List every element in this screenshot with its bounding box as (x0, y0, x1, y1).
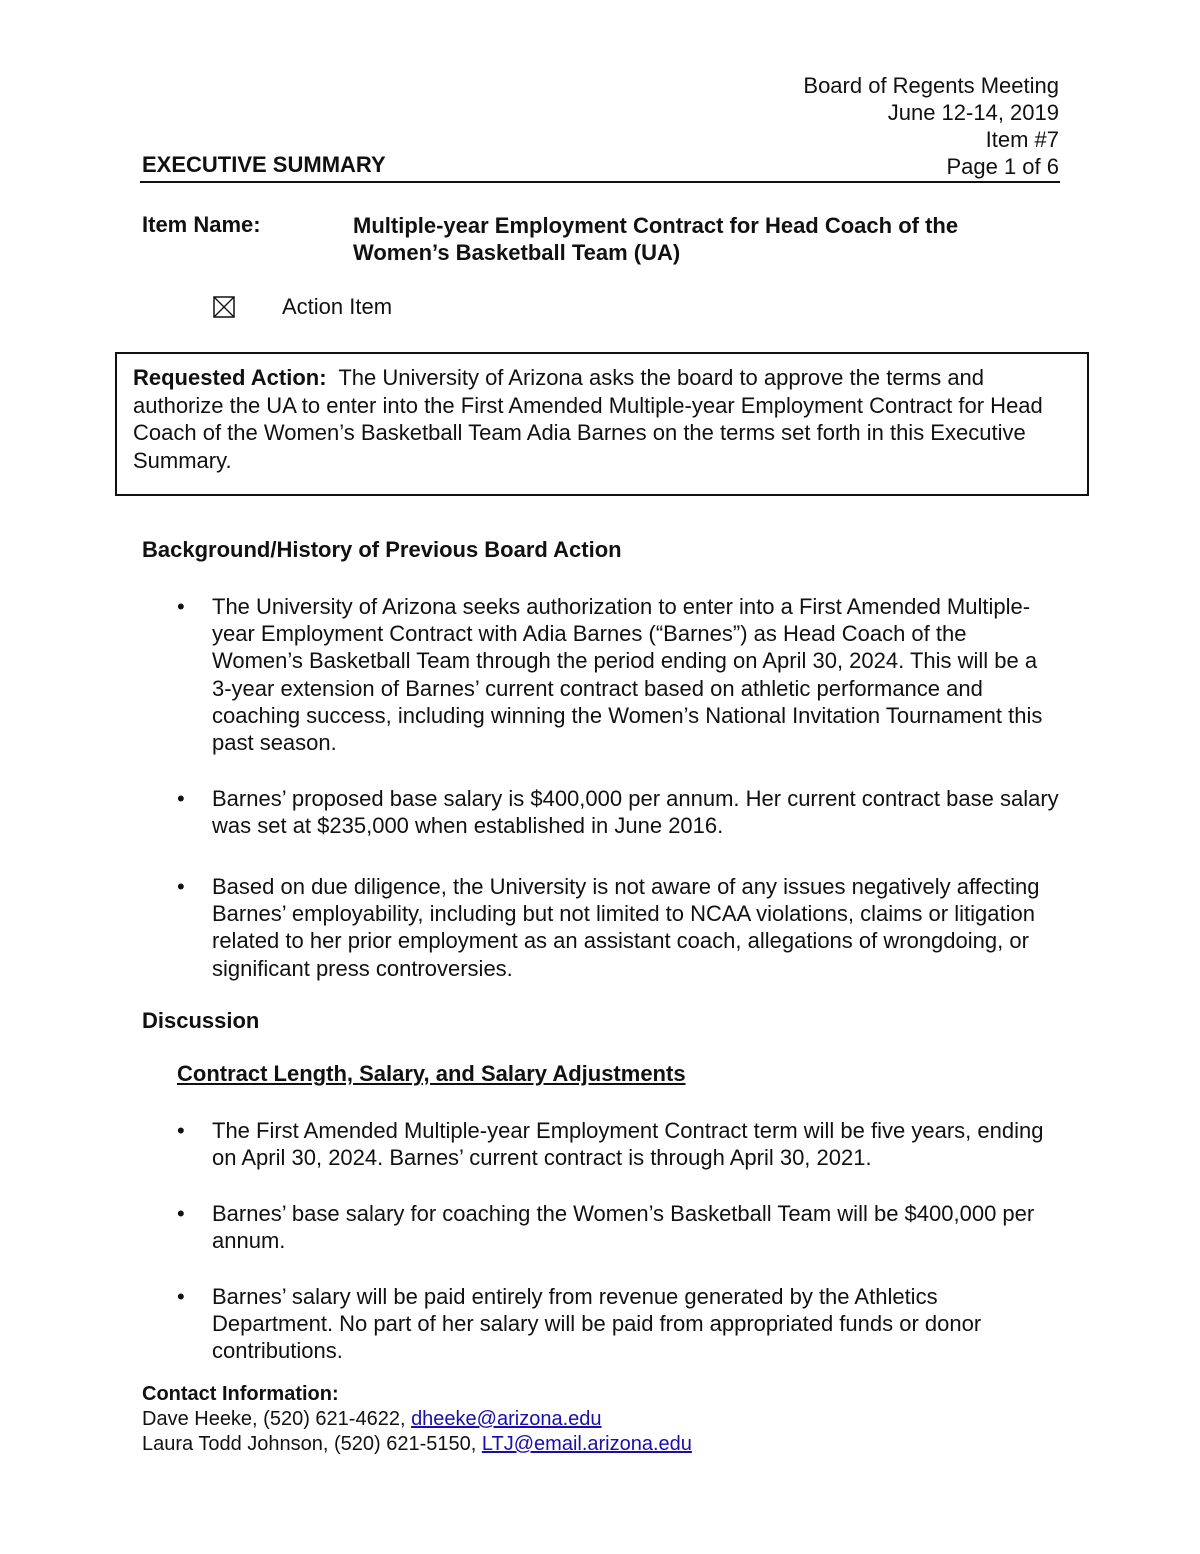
list-item-text: Based on due diligence, the University is not aware of any issues negatively affecting Barnes’ employability, including but not limited to NCAA violations, claims or litigation related to her prior employment as an assistant coach, allegations of wrongdoing, or significant press controversies. (212, 874, 1040, 981)
item-name-line-2: Women’s Basketball Team (UA) (353, 240, 681, 265)
list-item (0, 593, 1062, 756)
bullet-icon: • (177, 1118, 185, 1143)
list-item-text: The University of Arizona seeks authorization to enter into a First Amended Multiple-year Employment Contract with Adia Barnes (“Barnes”) as Head Coach of the Women’s Basketball Team through the period ending on April 30, 2024. This will be a 3-year extension of Barnes’ current contract based on athletic performance and coaching success, including winning the Women’s National Invitation Tournament this past season. (212, 594, 1043, 756)
list-item (0, 1200, 1062, 1254)
contact-row (142, 1407, 692, 1432)
discussion-list (0, 1200, 1200, 1254)
contact-information (142, 1382, 692, 1457)
item-name-label: Item Name: (142, 212, 261, 237)
list-item-text: The First Amended Multiple-year Employment Contract term will be five years, ending on April 30, 2024. Barnes’ current contract is through April 30, 2021. (212, 1118, 1044, 1171)
requested-action-label: Requested Action: (133, 365, 327, 390)
item-name (353, 212, 1053, 266)
checkbox-checked-icon (213, 296, 235, 318)
discussion-heading: Discussion (142, 1008, 260, 1033)
header-divider (140, 181, 1060, 183)
list-item (0, 873, 1062, 982)
meeting-date: June 12-14, 2019 (887, 100, 1059, 125)
contact-email-link[interactable]: dheeke@arizona.edu (411, 1408, 602, 1430)
discussion-subheading: Contract Length, Salary, and Salary Adjustments (177, 1061, 686, 1086)
page-title: EXECUTIVE SUMMARY (142, 152, 386, 177)
contact-email-link[interactable]: LTJ@email.arizona.edu (481, 1433, 692, 1455)
bullet-icon: • (177, 594, 185, 619)
meeting-name: Board of Regents Meeting (803, 73, 1059, 98)
action-item-row (213, 294, 392, 320)
background-list (0, 593, 1200, 756)
meeting-info (803, 72, 1059, 180)
bullet-icon: • (177, 874, 185, 899)
requested-action-text: The University of Arizona asks the board to approve the terms and authorize the UA to enter into the First Amended Multiple-year Employment Contract for Head Coach of the Women’s Basketball Team Adia Barnes on the terms set forth in this Executive Summary. (133, 365, 1043, 473)
bullet-icon: • (177, 1284, 185, 1309)
background-heading: Background/History of Previous Board Action (142, 537, 622, 562)
action-item-label: Action Item (282, 294, 393, 319)
contact-details: Laura Todd Johnson, (520) 621-5150, (142, 1433, 482, 1455)
bullet-icon: • (177, 1201, 185, 1226)
contact-title: Contact Information: (142, 1383, 339, 1405)
list-item-text: Barnes’ proposed base salary is $400,000 per annum. Her current contract base salary was set at $235,000 when established in June 2016. (212, 786, 1059, 839)
item-number: Item #7 (985, 127, 1059, 152)
contact-row (142, 1432, 692, 1457)
contact-details: Dave Heeke, (520) 621-4622, (142, 1408, 412, 1430)
discussion-list (0, 1117, 1200, 1171)
list-item-text: Barnes’ base salary for coaching the Women’s Basketball Team will be $400,000 per annum. (212, 1201, 1035, 1254)
page-number: Page 1 of 6 (946, 154, 1059, 179)
background-list (0, 785, 1200, 839)
list-item-text: Barnes’ salary will be paid entirely from revenue generated by the Athletics Department. No part of her salary will be paid from appropriated funds or donor contributions. (212, 1284, 982, 1364)
list-item (0, 1283, 1062, 1365)
discussion-list (0, 1283, 1200, 1365)
requested-action-box (115, 352, 1089, 496)
background-list (0, 873, 1200, 982)
item-name-line-1: Multiple-year Employment Contract for Head Coach of the (353, 213, 959, 238)
list-item (0, 1117, 1062, 1171)
list-item (0, 785, 1062, 839)
bullet-icon: • (177, 786, 185, 811)
